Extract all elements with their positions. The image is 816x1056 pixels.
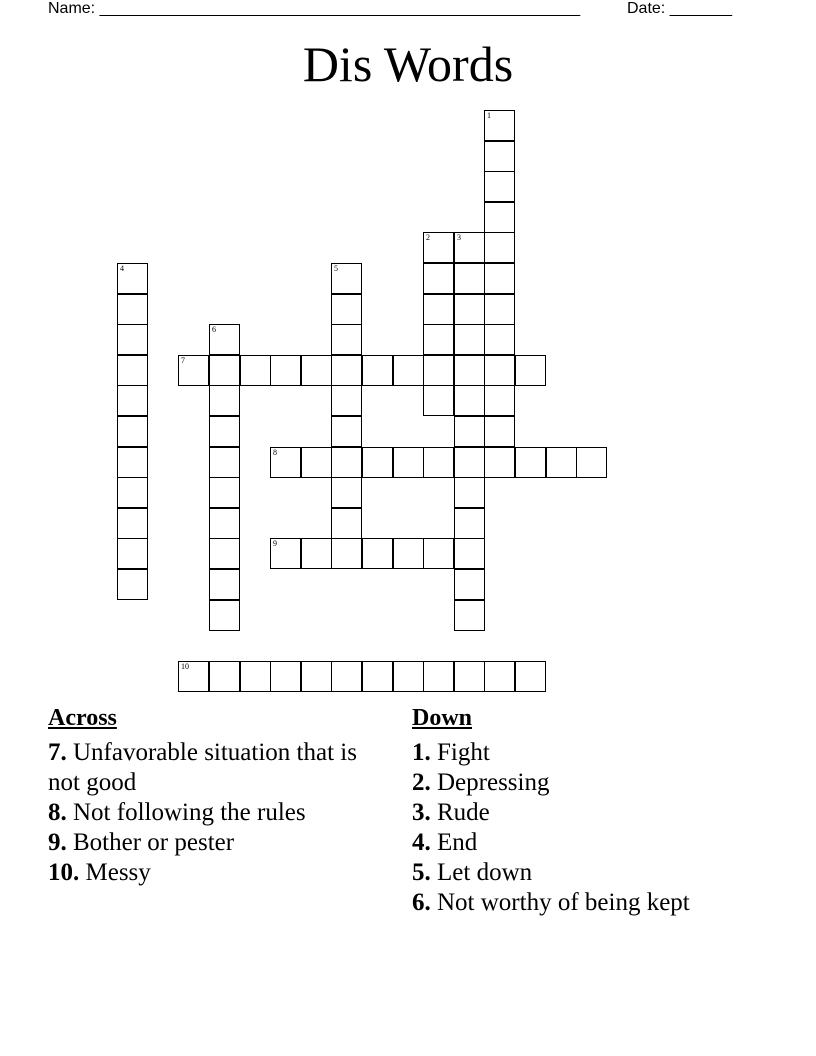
crossword-cell[interactable] <box>484 661 515 692</box>
clue-text: Let down <box>437 859 533 886</box>
crossword-cell[interactable] <box>117 538 148 569</box>
crossword-cell[interactable] <box>546 447 577 478</box>
clue-number: 3. <box>412 799 431 826</box>
cell-number: 4 <box>120 264 124 273</box>
crossword-cell[interactable] <box>209 569 240 600</box>
clue-number: 9. <box>48 829 67 856</box>
crossword-cell[interactable] <box>209 477 240 508</box>
crossword-cell[interactable] <box>484 110 515 141</box>
date-field-label: Date: _______ <box>627 0 732 17</box>
crossword-cell[interactable] <box>423 294 454 325</box>
clue-number: 10. <box>48 859 80 886</box>
crossword-cell[interactable] <box>484 232 515 263</box>
crossword-cell[interactable] <box>209 355 240 386</box>
crossword-cell[interactable] <box>209 538 240 569</box>
crossword-cell[interactable] <box>423 355 454 386</box>
crossword-cell[interactable] <box>331 447 362 478</box>
crossword-cell[interactable] <box>270 661 301 692</box>
crossword-cell[interactable] <box>393 355 424 386</box>
down-heading: Down <box>412 705 473 731</box>
crossword-cell[interactable] <box>209 416 240 447</box>
crossword-cell[interactable] <box>454 263 485 294</box>
crossword-cell[interactable] <box>117 324 148 355</box>
crossword-cell[interactable] <box>454 324 485 355</box>
crossword-cell[interactable] <box>454 661 485 692</box>
across-clue-7 <box>48 738 368 798</box>
crossword-cell[interactable] <box>117 477 148 508</box>
clue-number: 1. <box>412 739 431 766</box>
crossword-cell[interactable] <box>209 661 240 692</box>
crossword-cell[interactable] <box>178 661 209 692</box>
crossword-cell[interactable] <box>484 416 515 447</box>
crossword-cell[interactable] <box>117 355 148 386</box>
crossword-cell[interactable] <box>484 355 515 386</box>
cell-number: 6 <box>212 325 216 334</box>
crossword-cell[interactable] <box>270 355 301 386</box>
crossword-cell[interactable] <box>117 569 148 600</box>
crossword-cell[interactable] <box>454 416 485 447</box>
crossword-cell[interactable] <box>331 355 362 386</box>
crossword-cell[interactable] <box>454 385 485 416</box>
crossword-cell[interactable] <box>331 477 362 508</box>
crossword-cell[interactable] <box>576 447 607 478</box>
crossword-cell[interactable] <box>331 416 362 447</box>
clue-text: Unfavorable situation that is not good <box>48 739 357 796</box>
clue-text: Not worthy of being kept <box>437 889 690 916</box>
cell-number: 8 <box>273 448 277 457</box>
crossword-cell[interactable] <box>484 171 515 202</box>
down-clue-3 <box>412 798 792 828</box>
cell-number: 10 <box>181 662 189 671</box>
crossword-cell[interactable] <box>117 508 148 539</box>
crossword-cell[interactable] <box>117 416 148 447</box>
crossword-cell[interactable] <box>484 447 515 478</box>
crossword-cell[interactable] <box>209 385 240 416</box>
down-clue-1 <box>412 738 792 768</box>
crossword-cell[interactable] <box>454 538 485 569</box>
crossword-cell[interactable] <box>240 661 271 692</box>
crossword-cell[interactable] <box>393 538 424 569</box>
crossword-cell[interactable] <box>423 232 454 263</box>
crossword-cell[interactable] <box>209 324 240 355</box>
crossword-cell[interactable] <box>301 355 332 386</box>
crossword-cell[interactable] <box>178 355 209 386</box>
across-clue-10 <box>48 858 368 888</box>
crossword-cell[interactable] <box>301 538 332 569</box>
crossword-cell[interactable] <box>484 385 515 416</box>
crossword-cell[interactable] <box>484 141 515 172</box>
crossword-cell[interactable] <box>270 447 301 478</box>
cell-number: 1 <box>487 111 491 120</box>
crossword-cell[interactable] <box>423 538 454 569</box>
across-clue-9 <box>48 828 368 858</box>
across-clue-8 <box>48 798 368 828</box>
clue-text: Bother or pester <box>73 829 235 856</box>
clue-text: Rude <box>437 799 490 826</box>
clue-number: 7. <box>48 739 67 766</box>
crossword-cell[interactable] <box>484 202 515 233</box>
clue-text: Messy <box>85 859 151 886</box>
clue-number: 2. <box>412 769 431 796</box>
page-title: Dis Words <box>302 36 514 92</box>
crossword-cell[interactable] <box>240 355 271 386</box>
crossword-cell[interactable] <box>209 447 240 478</box>
crossword-cell[interactable] <box>423 385 454 416</box>
clue-text: Depressing <box>437 769 550 796</box>
clue-text: Not following the rules <box>73 799 306 826</box>
crossword-cell[interactable] <box>117 385 148 416</box>
crossword-cell[interactable] <box>454 569 485 600</box>
crossword-cell[interactable] <box>423 263 454 294</box>
down-clues <box>412 704 792 918</box>
crossword-cell[interactable] <box>484 324 515 355</box>
cell-number: 9 <box>273 539 277 548</box>
crossword-cell[interactable] <box>301 661 332 692</box>
crossword-cell[interactable] <box>454 355 485 386</box>
across-heading: Across <box>48 705 117 731</box>
crossword-cell[interactable] <box>454 232 485 263</box>
crossword-cell[interactable] <box>484 294 515 325</box>
crossword-cell[interactable] <box>209 600 240 631</box>
down-clue-5 <box>412 858 792 888</box>
crossword-cell[interactable] <box>454 447 485 478</box>
crossword-cell[interactable] <box>331 263 362 294</box>
clue-number: 5. <box>412 859 431 886</box>
down-clue-4 <box>412 828 792 858</box>
crossword-cell[interactable] <box>117 447 148 478</box>
name-field-label: Name: ______________________________________________________ <box>48 0 581 17</box>
cell-number: 5 <box>334 264 338 273</box>
crossword-cell[interactable] <box>393 661 424 692</box>
crossword-cell[interactable] <box>117 294 148 325</box>
crossword-cell[interactable] <box>331 538 362 569</box>
crossword-cell[interactable] <box>331 294 362 325</box>
crossword-cell[interactable] <box>117 263 148 294</box>
crossword-cell[interactable] <box>209 508 240 539</box>
crossword-cell[interactable] <box>331 661 362 692</box>
clue-number: 4. <box>412 829 431 856</box>
down-clue-6 <box>412 888 792 918</box>
crossword-cell[interactable] <box>362 538 393 569</box>
crossword-cell[interactable] <box>301 447 332 478</box>
crossword-cell[interactable] <box>515 447 546 478</box>
clue-number: 6. <box>412 889 431 916</box>
cell-number: 2 <box>426 233 430 242</box>
crossword-cell[interactable] <box>454 600 485 631</box>
crossword-cell[interactable] <box>331 324 362 355</box>
crossword-cell[interactable] <box>331 508 362 539</box>
crossword-cell[interactable] <box>454 508 485 539</box>
down-clue-2 <box>412 768 792 798</box>
clue-text: End <box>437 829 478 856</box>
crossword-cell[interactable] <box>515 661 546 692</box>
clue-text: Fight <box>437 739 490 766</box>
crossword-cell[interactable] <box>270 538 301 569</box>
crossword-cell[interactable] <box>362 661 393 692</box>
crossword-cell[interactable] <box>423 661 454 692</box>
cell-number: 3 <box>457 233 461 242</box>
crossword-cell[interactable] <box>454 294 485 325</box>
crossword-cell[interactable] <box>484 263 515 294</box>
crossword-cell[interactable] <box>362 355 393 386</box>
crossword-cell[interactable] <box>393 447 424 478</box>
clue-number: 8. <box>48 799 67 826</box>
crossword-cell[interactable] <box>454 477 485 508</box>
crossword-cell[interactable] <box>331 385 362 416</box>
across-clues <box>48 704 368 888</box>
crossword-cell[interactable] <box>423 447 454 478</box>
crossword-cell[interactable] <box>423 324 454 355</box>
crossword-cell[interactable] <box>362 447 393 478</box>
crossword-cell[interactable] <box>515 355 546 386</box>
cell-number: 7 <box>181 356 185 365</box>
